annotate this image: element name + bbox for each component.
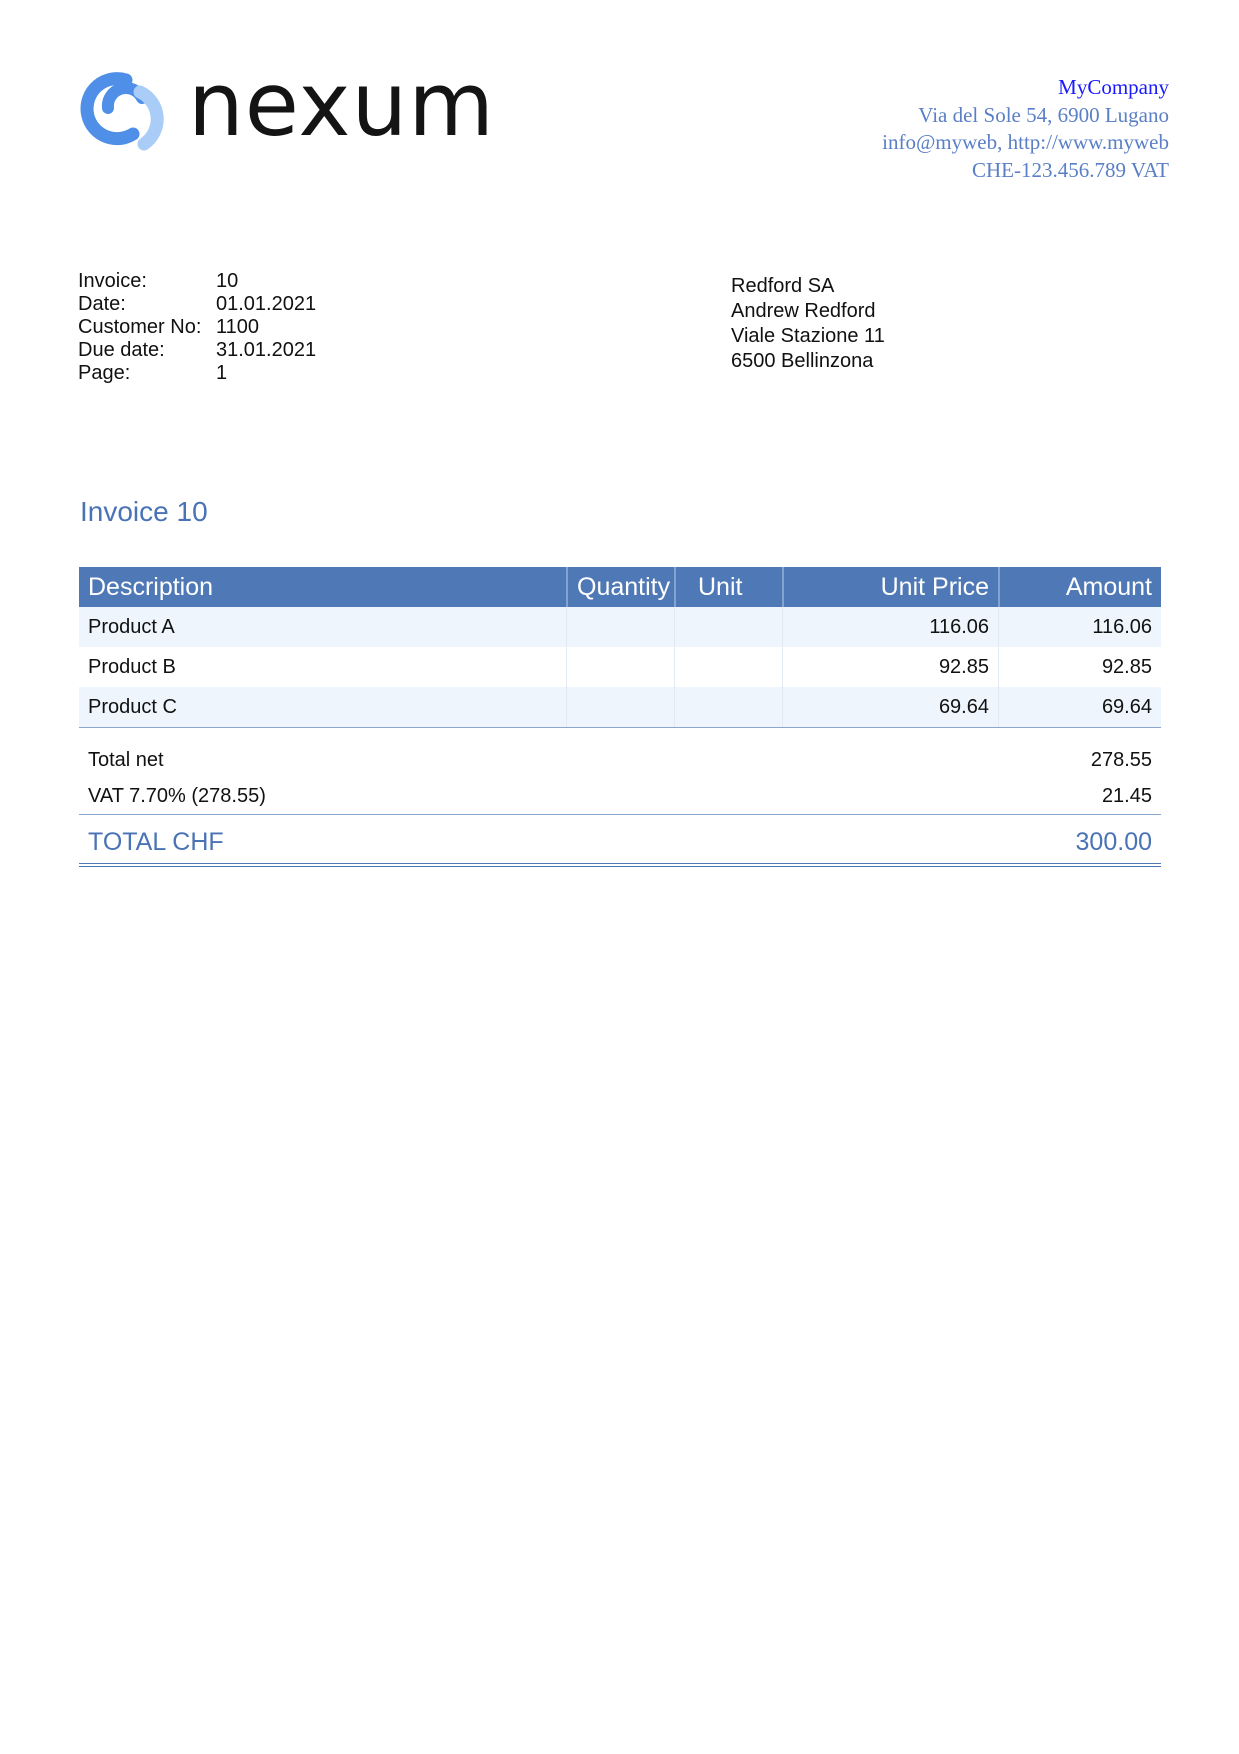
meta-value: 31.01.2021 xyxy=(216,339,317,361)
header-unit: Unit xyxy=(674,567,782,607)
item-quantity xyxy=(566,647,674,687)
table-row xyxy=(79,687,1161,728)
company-info xyxy=(882,74,1169,184)
table-row xyxy=(79,607,1161,647)
header-quantity: Quantity xyxy=(566,567,674,607)
meta-row xyxy=(78,362,316,385)
item-description: Product A xyxy=(88,615,175,638)
item-amount: 92.85 xyxy=(998,647,1161,687)
item-unit xyxy=(674,607,782,647)
total-net-label: Total net xyxy=(88,748,164,771)
meta-value: 1100 xyxy=(216,316,260,338)
item-quantity xyxy=(566,607,674,647)
header-description: Description xyxy=(88,573,214,601)
meta-row xyxy=(78,270,316,293)
meta-label: Due date: xyxy=(78,339,165,361)
customer-street: Viale Stazione 11 xyxy=(731,325,885,347)
meta-row xyxy=(78,293,316,316)
invoice-meta xyxy=(78,270,316,385)
company-address: Via del Sole 54, 6900 Lugano xyxy=(918,102,1169,127)
grand-total-value: 300.00 xyxy=(1075,827,1152,856)
meta-label: Customer No: xyxy=(78,316,202,338)
meta-row xyxy=(78,316,316,339)
table-row xyxy=(79,647,1161,687)
item-description: Product C xyxy=(88,695,177,718)
item-amount: 69.64 xyxy=(998,687,1161,727)
total-net-value: 278.55 xyxy=(1090,748,1152,771)
vat-row xyxy=(79,778,1161,815)
grand-total-label: TOTAL CHF xyxy=(88,827,224,856)
company-contact: info@myweb, http://www.myweb xyxy=(882,130,1169,154)
meta-value: 1 xyxy=(216,362,228,384)
vat-value: 21.45 xyxy=(1101,784,1152,807)
company-logo xyxy=(70,53,495,156)
meta-value: 10 xyxy=(216,270,239,292)
item-description: Product B xyxy=(88,655,176,678)
item-unit xyxy=(674,647,782,687)
invoice-table xyxy=(79,567,1161,867)
item-unit-price: 92.85 xyxy=(782,647,998,687)
item-quantity xyxy=(566,687,674,727)
meta-value: 01.01.2021 xyxy=(216,293,317,315)
company-vat: CHE-123.456.789 VAT xyxy=(972,157,1169,182)
document-title: Invoice 10 xyxy=(80,496,208,527)
meta-label: Invoice: xyxy=(78,270,147,292)
header-unit-price: Unit Price xyxy=(782,567,998,607)
table-header xyxy=(79,567,1161,607)
meta-label: Page: xyxy=(78,362,131,384)
meta-row xyxy=(78,339,316,362)
customer-address xyxy=(731,274,885,374)
item-amount: 116.06 xyxy=(998,607,1161,647)
meta-label: Date: xyxy=(78,293,126,315)
item-unit-price: 69.64 xyxy=(782,687,998,727)
total-net-row xyxy=(79,742,1161,778)
customer-person: Andrew Redford xyxy=(731,300,876,322)
customer-city: 6500 Bellinzona xyxy=(731,350,874,372)
item-unit-price: 116.06 xyxy=(782,607,998,647)
vat-label: VAT 7.70% (278.55) xyxy=(88,784,266,807)
logo-wordmark: nexum xyxy=(188,53,495,156)
header-amount: Amount xyxy=(998,567,1161,607)
grand-total-row xyxy=(79,815,1161,867)
item-unit xyxy=(674,687,782,727)
nexum-swirl-icon xyxy=(70,64,170,154)
company-name: MyCompany xyxy=(1058,75,1169,99)
customer-company: Redford SA xyxy=(731,275,835,297)
